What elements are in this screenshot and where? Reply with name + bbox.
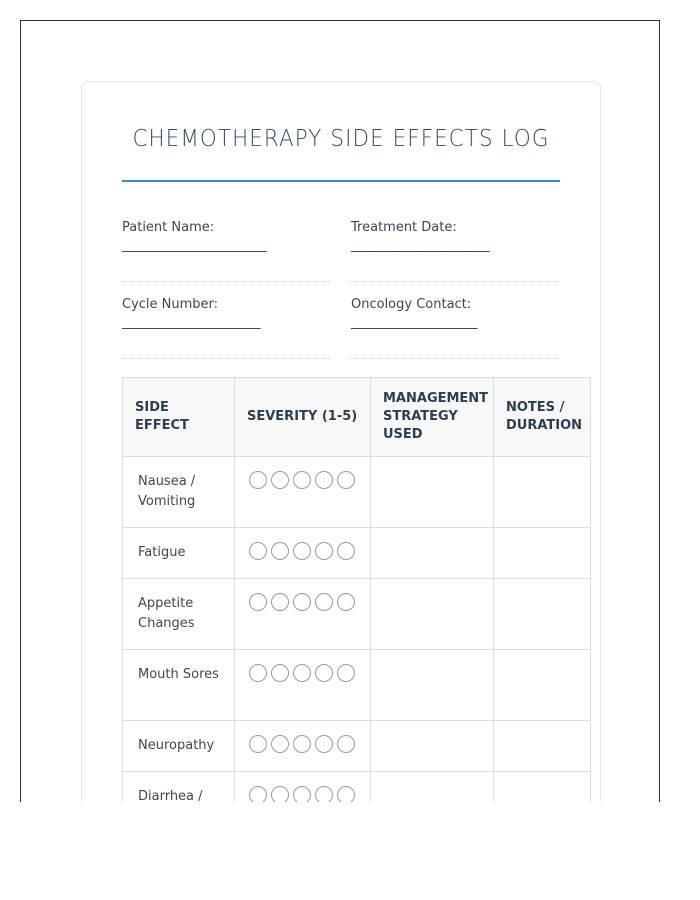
treatment-date-field[interactable]	[351, 220, 560, 282]
treatment-date-label: Treatment Date:	[351, 220, 457, 235]
empty-circle-icon[interactable]	[271, 542, 289, 560]
cycle-number-label: Cycle Number:	[122, 297, 219, 312]
header-management-strategy: MANAGEMENT STRATEGY USED	[371, 378, 494, 457]
side-effect-cell: Mouth Sores	[123, 650, 235, 721]
notes-cell[interactable]	[494, 650, 591, 721]
side-effect-cell: Appetite Changes	[123, 579, 235, 650]
management-cell[interactable]	[371, 457, 494, 528]
notes-cell[interactable]	[494, 528, 591, 579]
patient-name-label: Patient Name:	[122, 220, 215, 235]
severity-rating[interactable]	[249, 471, 355, 489]
severity-cell	[235, 721, 371, 772]
empty-circle-icon[interactable]	[249, 786, 267, 802]
empty-circle-icon[interactable]	[271, 735, 289, 753]
table-header-row	[123, 378, 591, 457]
empty-circle-icon[interactable]	[249, 542, 267, 560]
empty-circle-icon[interactable]	[293, 542, 311, 560]
cycle-number-blank[interactable]: _______________________	[122, 315, 260, 330]
empty-circle-icon[interactable]	[249, 471, 267, 489]
title-divider	[122, 180, 560, 182]
management-cell[interactable]	[371, 650, 494, 721]
severity-cell	[235, 457, 371, 528]
empty-circle-icon[interactable]	[293, 735, 311, 753]
notes-cell[interactable]	[494, 721, 591, 772]
severity-cell	[235, 650, 371, 721]
severity-rating[interactable]	[249, 664, 355, 682]
treatment-date-blank[interactable]: _______________________	[351, 238, 489, 253]
page-frame	[20, 20, 660, 802]
empty-circle-icon[interactable]	[337, 664, 355, 682]
empty-circle-icon[interactable]	[315, 786, 333, 802]
table-row	[123, 721, 591, 772]
empty-circle-icon[interactable]	[249, 593, 267, 611]
side-effect-cell: Neuropathy	[123, 721, 235, 772]
empty-circle-icon[interactable]	[293, 664, 311, 682]
empty-circle-icon[interactable]	[315, 593, 333, 611]
management-cell[interactable]	[371, 772, 494, 803]
notes-cell[interactable]	[494, 772, 591, 803]
empty-circle-icon[interactable]	[315, 471, 333, 489]
patient-name-blank[interactable]: ________________________	[122, 238, 266, 253]
side-effects-table	[122, 377, 591, 802]
oncology-contact-field[interactable]	[351, 297, 560, 359]
oncology-contact-blank[interactable]: _____________________	[351, 315, 477, 330]
empty-circle-icon[interactable]	[293, 786, 311, 802]
side-effect-cell: Diarrhea /	[123, 772, 235, 803]
notes-cell[interactable]	[494, 579, 591, 650]
log-card	[81, 81, 601, 802]
severity-rating[interactable]	[249, 542, 355, 560]
table-row	[123, 650, 591, 721]
empty-circle-icon[interactable]	[337, 786, 355, 802]
severity-cell	[235, 528, 371, 579]
severity-rating[interactable]	[249, 786, 355, 802]
empty-circle-icon[interactable]	[293, 593, 311, 611]
table-row	[123, 579, 591, 650]
empty-circle-icon[interactable]	[337, 471, 355, 489]
empty-circle-icon[interactable]	[249, 735, 267, 753]
patient-name-field[interactable]	[122, 220, 331, 282]
header-notes-duration: NOTES / DURATION	[494, 378, 591, 457]
empty-circle-icon[interactable]	[271, 593, 289, 611]
empty-circle-icon[interactable]	[315, 735, 333, 753]
table-row	[123, 457, 591, 528]
empty-circle-icon[interactable]	[249, 664, 267, 682]
empty-circle-icon[interactable]	[315, 664, 333, 682]
notes-cell[interactable]	[494, 457, 591, 528]
management-cell[interactable]	[371, 579, 494, 650]
table-row	[123, 772, 591, 803]
empty-circle-icon[interactable]	[271, 471, 289, 489]
empty-circle-icon[interactable]	[337, 735, 355, 753]
empty-circle-icon[interactable]	[315, 542, 333, 560]
oncology-contact-label: Oncology Contact:	[351, 297, 472, 312]
management-cell[interactable]	[371, 528, 494, 579]
side-effect-cell: Nausea / Vomiting	[123, 457, 235, 528]
page-title: CHEMOTHERAPY SIDE EFFECTS LOG	[132, 126, 550, 152]
side-effect-cell: Fatigue	[123, 528, 235, 579]
header-side-effect: SIDE EFFECT	[123, 378, 235, 457]
cycle-number-field[interactable]	[122, 297, 331, 359]
header-severity: SEVERITY (1-5)	[235, 378, 371, 457]
empty-circle-icon[interactable]	[271, 664, 289, 682]
table-row	[123, 528, 591, 579]
empty-circle-icon[interactable]	[337, 542, 355, 560]
severity-cell	[235, 772, 371, 803]
severity-rating[interactable]	[249, 593, 355, 611]
severity-rating[interactable]	[249, 735, 355, 753]
empty-circle-icon[interactable]	[293, 471, 311, 489]
empty-circle-icon[interactable]	[271, 786, 289, 802]
management-cell[interactable]	[371, 721, 494, 772]
empty-circle-icon[interactable]	[337, 593, 355, 611]
severity-cell	[235, 579, 371, 650]
